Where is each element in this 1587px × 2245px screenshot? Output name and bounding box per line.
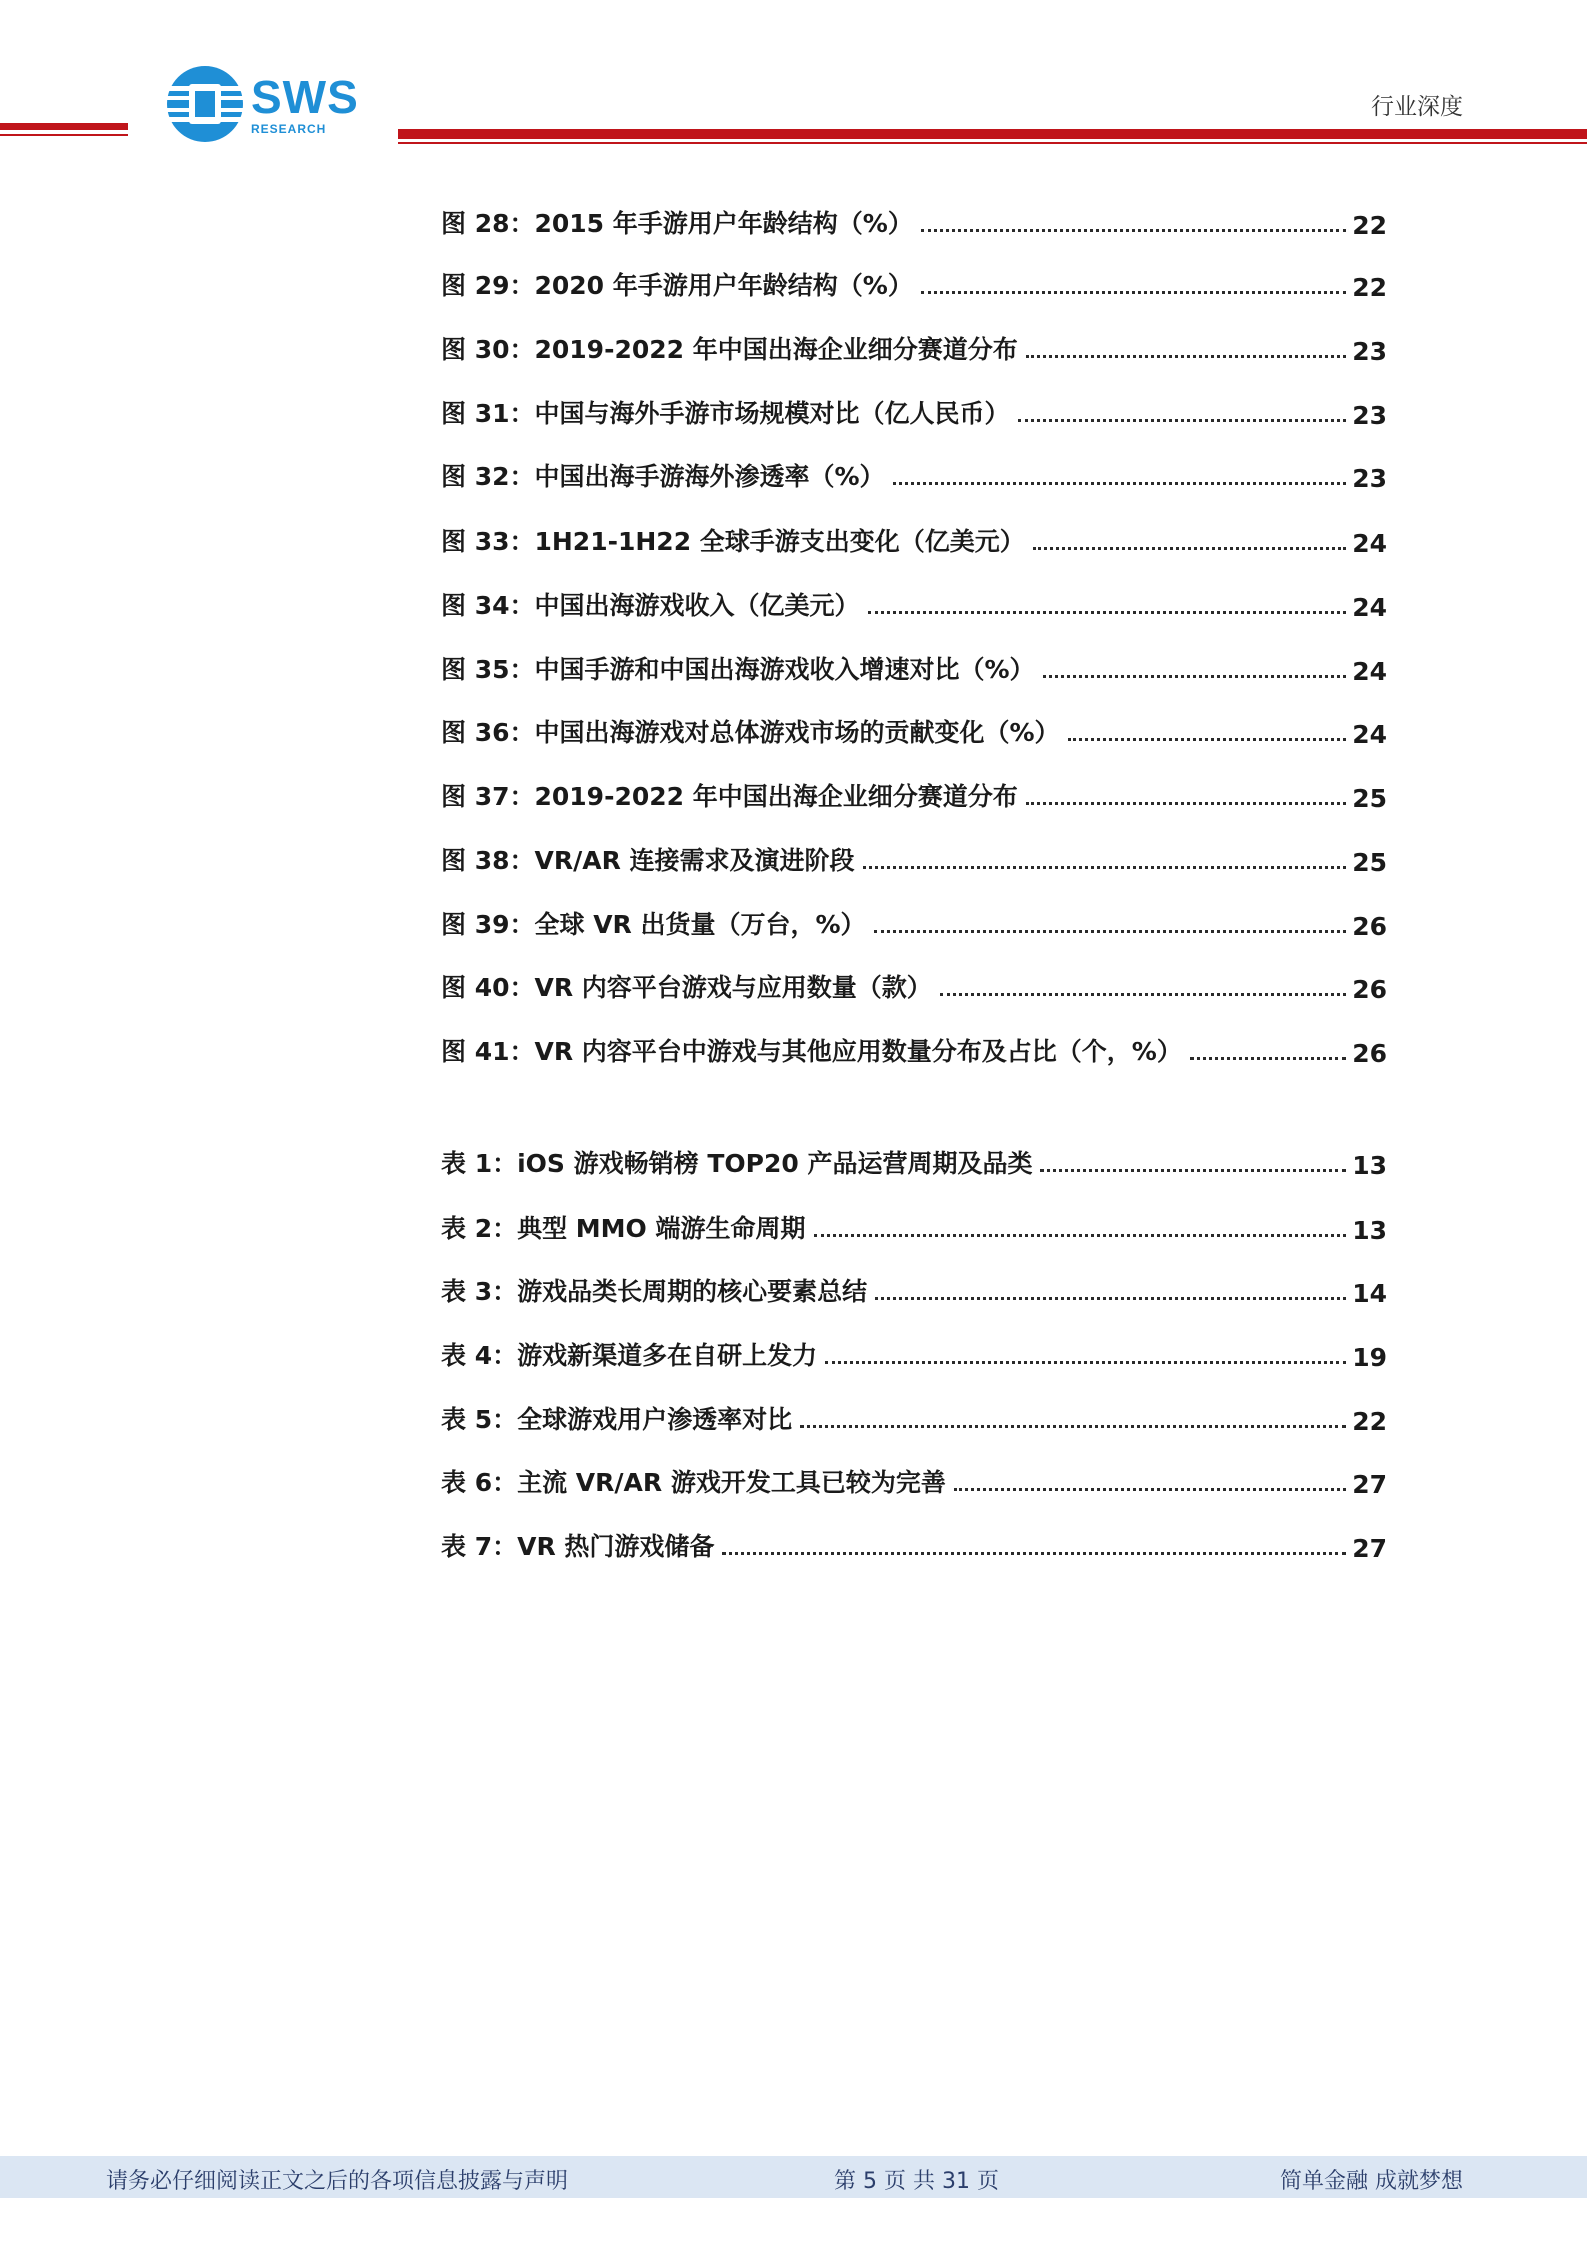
toc-entry-title: 表 7：VR 热门游戏储备 [441, 1532, 715, 1561]
toc-entry-table[interactable] [441, 1396, 1387, 1436]
toc-entry-title: 表 2：典型 MMO 端游生命周期 [441, 1214, 806, 1243]
toc-entry-page: 25 [1352, 784, 1387, 813]
toc-entry-page: 14 [1352, 1279, 1387, 1308]
toc-entry-title: 图 35：中国手游和中国出海游戏收入增速对比（%） [441, 655, 1035, 684]
toc-entry-page: 23 [1352, 401, 1387, 430]
footer-page-number: 第 5 页 共 31 页 [834, 2169, 999, 2194]
toc-entry-page: 26 [1352, 1039, 1387, 1068]
toc-entry-page: 26 [1352, 975, 1387, 1004]
toc-leader [800, 1425, 1346, 1428]
toc-entry-page: 27 [1352, 1470, 1387, 1499]
toc-entry-title: 表 4：游戏新渠道多在自研上发力 [441, 1341, 818, 1370]
toc-entry-figure[interactable] [441, 964, 1387, 1004]
toc-entry-table[interactable] [441, 1205, 1387, 1245]
toc-entry-figure[interactable] [441, 200, 1387, 240]
toc-leader [1043, 675, 1347, 678]
header-rule-left [0, 123, 128, 130]
toc-entry-table[interactable] [441, 1332, 1387, 1372]
toc-entry-figure[interactable] [441, 1028, 1387, 1068]
toc-entry-title: 图 32：中国出海手游海外渗透率（%） [441, 462, 885, 491]
toc-entry-page: 24 [1352, 657, 1387, 686]
toc-entry-page: 24 [1352, 529, 1387, 558]
toc-leader [940, 993, 1346, 996]
toc-entry-figure[interactable] [441, 453, 1387, 493]
toc-entry-title: 图 29：2020 年手游用户年龄结构（%） [441, 271, 913, 300]
toc-leader [921, 229, 1346, 232]
toc-entry-page: 22 [1352, 273, 1387, 302]
toc-entry-title: 图 36：中国出海游戏对总体游戏市场的贡献变化（%） [441, 718, 1060, 747]
toc-entry-page: 23 [1352, 464, 1387, 493]
toc-entry-page: 19 [1352, 1343, 1387, 1372]
toc-entry-page: 22 [1352, 1407, 1387, 1436]
toc-entry-page: 24 [1352, 593, 1387, 622]
toc-entry-page: 27 [1352, 1534, 1387, 1563]
toc-leader [1018, 419, 1347, 422]
toc-entry-figure[interactable] [441, 773, 1387, 813]
toc-entry-page: 22 [1352, 211, 1387, 240]
toc-leader [814, 1234, 1347, 1237]
toc-entry-title: 图 37：2019-2022 年中国出海企业细分赛道分布 [441, 782, 1018, 811]
toc-leader [874, 930, 1347, 933]
page-footer [0, 2156, 1587, 2198]
toc-entry-table[interactable] [441, 1268, 1387, 1308]
toc-leader [921, 291, 1346, 294]
toc-leader [1040, 1169, 1346, 1172]
toc-entry-figure[interactable] [441, 646, 1387, 686]
toc-entry-title: 图 28：2015 年手游用户年龄结构（%） [441, 209, 913, 238]
toc-entry-figure[interactable] [441, 837, 1387, 877]
toc-leader [1033, 547, 1346, 550]
toc-leader [893, 482, 1347, 485]
toc-entry-page: 13 [1352, 1216, 1387, 1245]
toc-leader [722, 1552, 1346, 1555]
toc-entry-title: 图 31：中国与海外手游市场规模对比（亿人民币） [441, 399, 1010, 428]
header-rule-left-thin [0, 134, 128, 136]
header-rule-right [398, 129, 1587, 139]
toc-leader [1190, 1057, 1346, 1060]
toc-entry-page: 26 [1352, 912, 1387, 941]
toc-entry-figure[interactable] [441, 262, 1387, 302]
toc-entry-title: 图 30：2019-2022 年中国出海企业细分赛道分布 [441, 335, 1018, 364]
toc-leader [863, 866, 1347, 869]
toc-entry-title: 图 41：VR 内容平台中游戏与其他应用数量分布及占比（个，%） [441, 1037, 1182, 1066]
toc-entry-figure[interactable] [441, 901, 1387, 941]
toc-leader [1026, 802, 1346, 805]
toc-entry-title: 表 6：主流 VR/AR 游戏开发工具已较为完善 [441, 1468, 946, 1497]
header-rule-right-thin [398, 142, 1587, 144]
footer-disclaimer: 请务必仔细阅读正文之后的各项信息披露与声明 [106, 2169, 569, 2194]
toc-entry-figure[interactable] [441, 582, 1387, 622]
toc-entry-figure[interactable] [441, 326, 1387, 366]
toc-entry-figure[interactable] [441, 390, 1387, 430]
toc-entry-title: 表 3：游戏品类长周期的核心要素总结 [441, 1277, 868, 1306]
toc-entry-page: 24 [1352, 720, 1387, 749]
sws-logo-icon [165, 64, 245, 144]
footer-slogan: 简单金融 成就梦想 [1280, 2169, 1463, 2194]
toc-entry-figure[interactable] [441, 518, 1387, 558]
toc-entry-table[interactable] [441, 1523, 1387, 1563]
toc-leader [825, 1361, 1346, 1364]
toc-entry-page: 13 [1352, 1151, 1387, 1180]
toc-entry-title: 图 33：1H21-1H22 全球手游支出变化（亿美元） [441, 527, 1025, 556]
toc-entry-page: 25 [1352, 848, 1387, 877]
toc-entry-table[interactable] [441, 1140, 1387, 1180]
toc-entry-title: 表 5：全球游戏用户渗透率对比 [441, 1405, 793, 1434]
toc-leader [875, 1297, 1346, 1300]
sws-logo [165, 62, 359, 146]
toc-leader [1026, 355, 1346, 358]
toc-entry-title: 图 40：VR 内容平台游戏与应用数量（款） [441, 973, 932, 1002]
logo-wordmark: SWS [251, 70, 359, 123]
logo-subtitle: RESEARCH [251, 121, 327, 136]
toc-entry-table[interactable] [441, 1459, 1387, 1499]
document-type: 行业深度 [1371, 94, 1463, 120]
toc-entry-title: 图 34：中国出海游戏收入（亿美元） [441, 591, 860, 620]
toc-entry-figure[interactable] [441, 709, 1387, 749]
toc-entry-title: 图 39：全球 VR 出货量（万台，%） [441, 910, 866, 939]
toc-leader [868, 611, 1347, 614]
toc-entry-title: 表 1：iOS 游戏畅销榜 TOP20 产品运营周期及品类 [441, 1149, 1033, 1178]
toc-leader [1068, 738, 1347, 741]
toc-leader [954, 1488, 1346, 1491]
toc-entry-title: 图 38：VR/AR 连接需求及演进阶段 [441, 846, 855, 875]
toc-entry-page: 23 [1352, 337, 1387, 366]
